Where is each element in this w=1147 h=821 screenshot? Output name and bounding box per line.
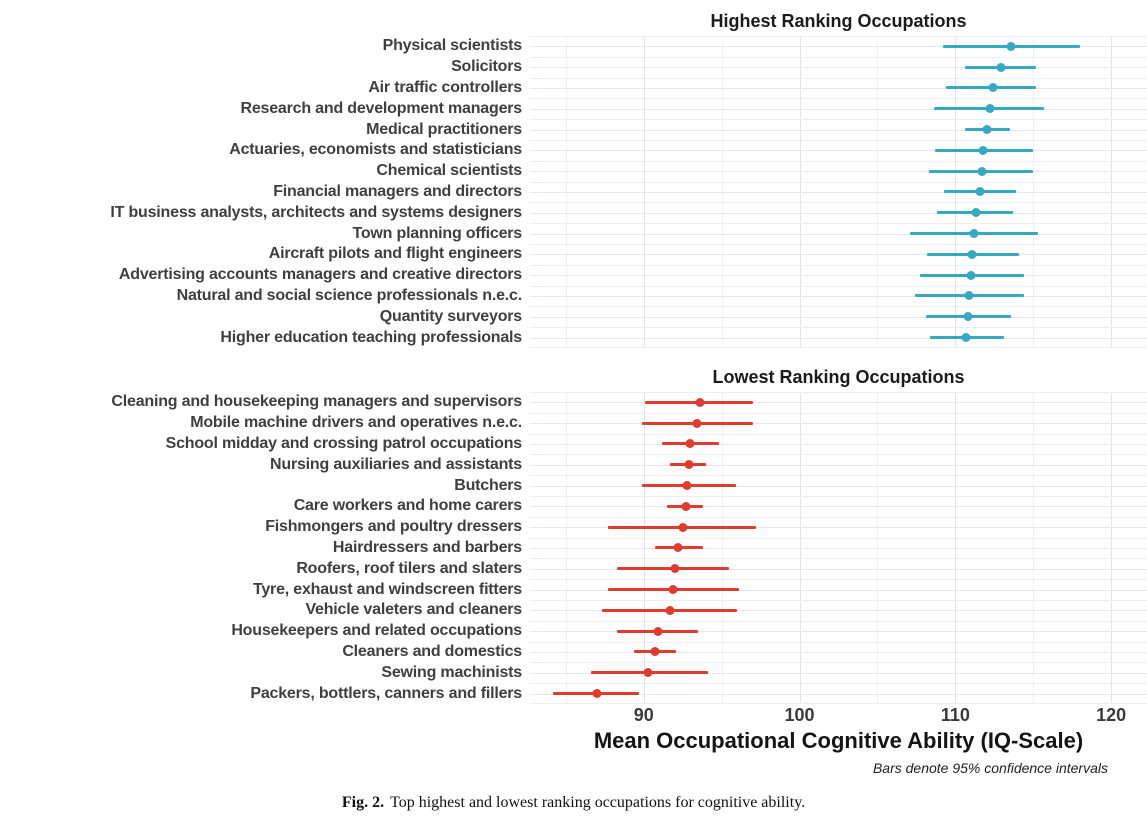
occupation-label: Packers, bottlers, canners and fillers — [250, 684, 522, 702]
occupation-label: Town planning officers — [352, 224, 522, 242]
occupation-label: Actuaries, economists and statisticians — [229, 141, 522, 159]
row-track — [530, 223, 1147, 244]
gridline-row-center — [530, 213, 1147, 214]
mean-dot — [695, 398, 704, 407]
row-track — [530, 306, 1147, 327]
chart-row — [0, 434, 1147, 455]
panel-body-highest — [0, 36, 1147, 348]
row-track — [530, 202, 1147, 223]
x-axis-tick-labels — [530, 704, 1147, 726]
gridline-row-center — [530, 234, 1147, 235]
occupation-label: Sewing machinists — [381, 663, 522, 681]
row-track — [530, 517, 1147, 538]
occupation-label: Natural and social science professionals n.e.c. — [176, 286, 522, 304]
occupation-label: Cleaning and housekeeping managers and supervisors — [111, 393, 522, 411]
mean-dot — [982, 125, 991, 134]
gridline-row-boundary — [530, 202, 1147, 203]
chart-row — [0, 454, 1147, 475]
ci-note: Bars denote 95% confidence intervals — [872, 760, 1108, 776]
occupation-label: Higher education teaching professionals — [220, 328, 522, 346]
chart-row — [0, 662, 1147, 683]
gridline-row-boundary — [530, 683, 1147, 684]
x-tick-label-90: 90 — [633, 705, 654, 725]
gridline-row-center — [530, 254, 1147, 255]
mean-dot — [644, 668, 653, 677]
chart-row — [0, 600, 1147, 621]
gridline-row-center — [530, 317, 1147, 318]
gridline-row-center — [530, 109, 1147, 110]
occupation-label: Mobile machine drivers and operatives n.e.c. — [190, 414, 522, 432]
occupation-label: Hairdressers and barbers — [332, 538, 522, 556]
gridline-row-center — [530, 171, 1147, 172]
row-track — [530, 538, 1147, 559]
chart-row — [0, 182, 1147, 203]
x-tick-label-110: 110 — [940, 705, 970, 725]
mean-dot — [653, 627, 662, 636]
row-track — [530, 392, 1147, 413]
chart-row — [0, 78, 1147, 99]
gridline-row-boundary — [530, 57, 1147, 58]
occupation-label: Cleaners and domestics — [342, 642, 522, 660]
occupation-label: Vehicle valeters and cleaners — [305, 601, 522, 619]
gridline-row-boundary — [530, 161, 1147, 162]
occupation-label: Care workers and home carers — [293, 497, 522, 515]
chart-row — [0, 306, 1147, 327]
gridline-row-boundary — [530, 244, 1147, 245]
gridline-row-center — [530, 67, 1147, 68]
row-track — [530, 579, 1147, 600]
mean-dot — [666, 606, 675, 615]
chart-row — [0, 392, 1147, 413]
panel-title-highest: Highest Ranking Occupations — [710, 11, 967, 31]
row-track — [530, 119, 1147, 140]
gridline-row-center — [530, 444, 1147, 445]
gridline-row-center — [530, 486, 1147, 487]
occupation-label: Nursing auxiliaries and assistants — [270, 455, 522, 473]
chart-row — [0, 327, 1147, 348]
mean-dot — [965, 291, 974, 300]
chart-row — [0, 496, 1147, 517]
gridline-row-boundary — [530, 286, 1147, 287]
gridline-row-boundary — [530, 621, 1147, 622]
chart-row — [0, 140, 1147, 161]
gridline-row-boundary — [530, 600, 1147, 601]
gridline-row-boundary — [530, 538, 1147, 539]
gridline-row-boundary — [530, 265, 1147, 266]
row-track — [530, 434, 1147, 455]
occupation-label: Fishmongers and poultry dressers — [265, 518, 522, 536]
row-track — [530, 286, 1147, 307]
mean-dot — [683, 481, 692, 490]
row-track — [530, 642, 1147, 663]
gridline-row-boundary — [530, 78, 1147, 79]
occupation-label: Advertising accounts managers and creative directors — [118, 266, 522, 284]
chart-row — [0, 621, 1147, 642]
row-track — [530, 475, 1147, 496]
gridline-row-center — [530, 88, 1147, 89]
row-track — [530, 454, 1147, 475]
panel-title-lowest: Lowest Ranking Occupations — [712, 367, 965, 387]
x-tick-label-100: 100 — [784, 705, 815, 725]
chart-row — [0, 683, 1147, 704]
gridline-row-center — [530, 275, 1147, 276]
mean-dot — [1007, 42, 1016, 51]
gridline-row-center — [530, 402, 1147, 403]
gridline-row-boundary — [530, 413, 1147, 414]
row-track — [530, 57, 1147, 78]
row-track — [530, 683, 1147, 704]
occupation-label: Solicitors — [451, 58, 522, 76]
panel-body-lowest — [0, 392, 1147, 704]
chart-row — [0, 223, 1147, 244]
gridline-row-center — [530, 130, 1147, 131]
chart-row — [0, 579, 1147, 600]
gridline-row-center — [530, 296, 1147, 297]
gridline-row-boundary — [530, 517, 1147, 518]
mean-dot — [966, 271, 975, 280]
occupation-label: Butchers — [454, 476, 522, 494]
chart-row — [0, 558, 1147, 579]
mean-dot — [674, 543, 683, 552]
mean-dot — [678, 523, 687, 532]
mean-dot — [985, 104, 994, 113]
row-track — [530, 496, 1147, 517]
row-track — [530, 182, 1147, 203]
mean-dot — [996, 63, 1005, 72]
mean-dot — [977, 167, 986, 176]
gridline-row-boundary — [530, 98, 1147, 99]
row-track — [530, 558, 1147, 579]
chart-row — [0, 202, 1147, 223]
row-track — [530, 265, 1147, 286]
occupation-label: Roofers, roof tilers and slaters — [296, 559, 522, 577]
gridline-row-boundary — [530, 223, 1147, 224]
chart-row — [0, 538, 1147, 559]
chart-row — [0, 642, 1147, 663]
occupation-label: Quantity surveyors — [379, 307, 522, 325]
mean-dot — [968, 250, 977, 259]
occupation-label: School midday and crossing patrol occupations — [165, 434, 522, 452]
occupation-label: Housekeepers and related occupations — [231, 622, 522, 640]
occupation-label: Medical practitioners — [366, 120, 522, 138]
row-track — [530, 161, 1147, 182]
chart-row — [0, 286, 1147, 307]
mean-dot — [686, 439, 695, 448]
row-track — [530, 662, 1147, 683]
row-track — [530, 98, 1147, 119]
row-track — [530, 36, 1147, 57]
chart-row — [0, 57, 1147, 78]
chart-row — [0, 244, 1147, 265]
gridline-row-center — [530, 506, 1147, 507]
mean-dot — [988, 83, 997, 92]
gridline-row-center — [530, 548, 1147, 549]
gridline-row-boundary — [530, 558, 1147, 559]
mean-dot — [650, 647, 659, 656]
occupation-label: Air traffic controllers — [368, 78, 522, 96]
mean-dot — [670, 564, 679, 573]
chart-row — [0, 265, 1147, 286]
row-track — [530, 78, 1147, 99]
gridline-row-boundary — [530, 579, 1147, 580]
gridline-row-boundary — [530, 182, 1147, 183]
gridline-row-boundary — [530, 327, 1147, 328]
occupation-label: Aircraft pilots and flight engineers — [268, 245, 522, 263]
chart-row — [0, 475, 1147, 496]
occupation-label: Physical scientists — [382, 37, 522, 55]
panel-highest-ranking — [0, 0, 1147, 348]
row-track — [530, 244, 1147, 265]
figure-caption — [0, 794, 1147, 812]
gridline-row-center — [530, 192, 1147, 193]
occupation-label: Financial managers and directors — [273, 182, 522, 200]
mean-dot — [692, 419, 701, 428]
caption-label: Fig. 2. — [341, 794, 385, 811]
gridline-row-center — [530, 465, 1147, 466]
mean-dot — [592, 689, 601, 698]
occupation-label: IT business analysts, architects and systems designers — [110, 203, 522, 221]
gridline-row-boundary — [530, 662, 1147, 663]
x-tick-label-120: 120 — [1096, 705, 1127, 725]
gridline-row-center — [530, 652, 1147, 653]
mean-dot — [970, 229, 979, 238]
gridline-row-boundary — [530, 475, 1147, 476]
row-track — [530, 600, 1147, 621]
row-track — [530, 413, 1147, 434]
mean-dot — [962, 333, 971, 342]
mean-dot — [684, 460, 693, 469]
chart-row — [0, 517, 1147, 538]
chart-row — [0, 36, 1147, 57]
occupation-label: Tyre, exhaust and windscreen fitters — [252, 580, 522, 598]
row-track — [530, 327, 1147, 348]
gridline-row-center — [530, 423, 1147, 424]
row-track — [530, 621, 1147, 642]
chart-row — [0, 98, 1147, 119]
gridline-row-boundary — [530, 140, 1147, 141]
x-axis-title: Mean Occupational Cognitive Ability (IQ-Scale) — [593, 728, 1084, 753]
row-track — [530, 140, 1147, 161]
gridline-row-boundary — [530, 434, 1147, 435]
gridline-row-boundary — [530, 392, 1147, 393]
gridline-row-center — [530, 150, 1147, 151]
occupation-label: Chemical scientists — [376, 162, 522, 180]
gridline-row-boundary — [530, 454, 1147, 455]
chart-row — [0, 119, 1147, 140]
gridline-row-boundary — [530, 36, 1147, 37]
mean-dot — [963, 312, 972, 321]
dot-rows — [0, 392, 1147, 704]
gridline-row-boundary — [530, 306, 1147, 307]
gridline-row-boundary — [530, 496, 1147, 497]
gridline-row-boundary — [530, 642, 1147, 643]
dot-rows — [0, 36, 1147, 348]
gridline-row-boundary — [530, 119, 1147, 120]
mean-dot — [979, 146, 988, 155]
mean-dot — [681, 502, 690, 511]
gridline-row-center — [530, 338, 1147, 339]
panel-lowest-ranking — [0, 348, 1147, 704]
mean-dot — [669, 585, 678, 594]
mean-dot — [976, 187, 985, 196]
occupation-label: Research and development managers — [240, 99, 522, 117]
caption-text: Top highest and lowest ranking occupations for cognitive ability. — [390, 794, 806, 811]
mean-dot — [971, 208, 980, 217]
chart-row — [0, 413, 1147, 434]
chart-row — [0, 161, 1147, 182]
